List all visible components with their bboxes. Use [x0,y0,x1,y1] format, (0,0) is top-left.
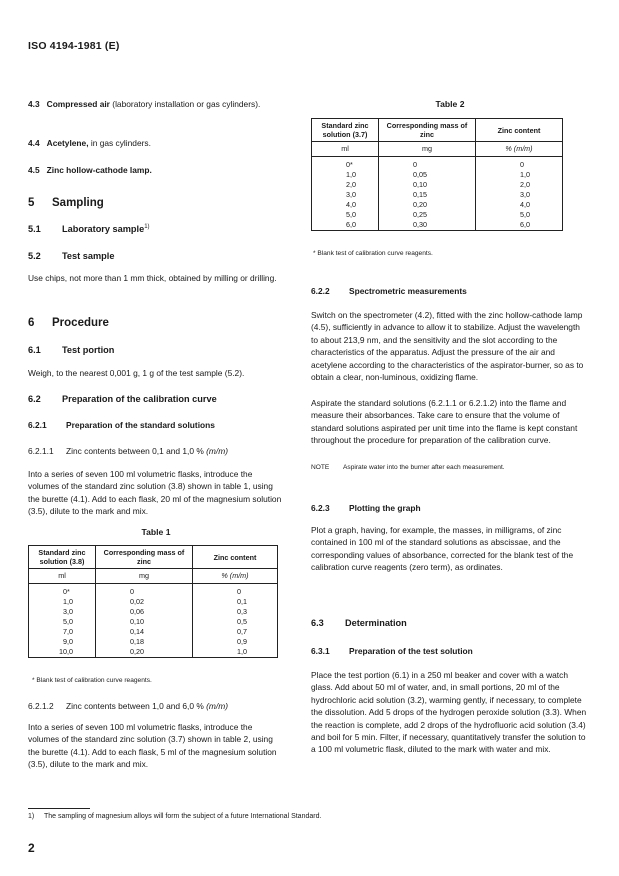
table-1-cell: 0,14 [96,627,193,637]
table-2-cell: 3,0 [312,190,379,200]
page-footnote [28,813,321,820]
table-2-header-zinc-content: Zinc content [476,119,563,142]
table-2-cell: 3,0 [476,190,563,200]
section-5-2-number: 5.2 [28,251,41,261]
section-6-2-number: 6.2 [28,394,41,404]
footnote-divider [28,808,90,809]
section-6-3-number: 6.3 [311,618,324,628]
section-6-2-2-heading [311,286,589,296]
section-6-2-1-2-text: Zinc contents between 1,0 and 6,0 % [66,701,204,711]
table-1-caption: Table 1 [141,527,171,537]
table-2-cell: 1,0 [476,170,563,180]
section-6-3-1-title: Preparation of the test solution [349,646,473,656]
table-1-unit-percent: % (m/m) [193,569,278,584]
table-2-caption: Table 2 [435,99,465,109]
table-2-cell: 0,25 [379,210,476,220]
table-1-cell: 0,3 [193,607,278,617]
table-1-header-mass: Corresponding mass of zinc [96,546,193,569]
section-4-5 [28,164,284,176]
section-6-2-3-title: Plotting the graph [349,503,421,513]
table-1-cell: 9,0 [29,637,96,647]
table-row [29,584,278,598]
section-6-2-1-1-paragraph: Into a series of seven 100 ml volumetric flasks, introduce the volumes of the standard zinc solution (3.8) shown in table 1, using the burette (4.1). Add to each flask, 20 ml of the magnesium solution (3.5), dilute to the mark and mix. [28,469,282,517]
section-6-2-heading [28,394,284,404]
table-1-cell: 0* [29,584,96,598]
section-6-2-1-heading [28,420,284,430]
table-row [312,210,563,220]
section-5-1-heading [28,224,284,234]
section-5-1-footnote-ref: 1) [144,224,150,230]
table-1-cell: 0,06 [96,607,193,617]
table-2 [311,118,563,231]
section-5-heading [28,197,284,209]
table-1-cell: 0,02 [96,597,193,607]
table-2-cell: 5,0 [476,210,563,220]
table-1-cell: 0,1 [193,597,278,607]
table-1-cell: 0,7 [193,627,278,637]
table-row [312,190,563,200]
table-2-unit-ml: ml [312,142,379,157]
section-6-2-3-number: 6.2.3 [311,503,330,513]
table-1-cell: 0,18 [96,637,193,647]
table-1-cell: 3,0 [29,607,96,617]
page-footnote-mark: 1) [28,813,35,820]
table-2-cell: 6,0 [476,220,563,231]
table-2-cell: 0 [476,157,563,171]
section-6-1-number: 6.1 [28,345,41,355]
table-1-unit-mg: mg [96,569,193,584]
section-6-1-heading [28,345,284,355]
table-1-cell: 0,10 [96,617,193,627]
table-2-cell: 0* [312,157,379,171]
table-row [29,607,278,617]
section-6-2-1-2-paragraph: Into a series of seven 100 ml volumetric flasks, introduce the volumes of the standard zinc solution (3.7) shown in table 2, using the burette (4.1). Add to each flask, 5 ml of the magnesium solution (3.5), dilute to the mark and mix. [28,722,277,770]
section-6-2-1-2-heading [28,700,284,712]
table-1-cell: 0,20 [96,647,193,658]
section-6-2-1-1-text: Zinc contents between 0,1 and 1,0 % [66,446,204,456]
section-4-3 [28,98,284,110]
note-text: Aspirate water into the burner after each measurement. [343,464,505,471]
table-2-header-mass: Corresponding mass of zinc [379,119,476,142]
table-1-cell: 0 [96,584,193,598]
section-6-2-2-paragraph-1: Switch on the spectrometer (4.2), fitted with the zinc hollow-cathode lamp (4.5), sufficiently in advance to allow it to stabilize. Adjust the wavelength to about 213,9 nm, and the sensitivity and the slot according to the characteristics of the apparatus. Adjust the pressure of the air and acetylene according to the characteristics of the aspirator-burner, so as to obtain a clear, non-luminous, oxidizing flame. [311,310,584,383]
table-2-cell: 0,05 [379,170,476,180]
section-6-heading [28,317,284,329]
table-2-header-standard-solution: Standard zinc solution (3.7) [312,119,379,142]
page-footnote-text: The sampling of magnesium alloys will form the subject of a future International Standard. [44,813,322,820]
table-2-unit-percent: % (m/m) [476,142,563,157]
section-5-2-paragraph: Use chips, not more than 1 mm thick, obtained by milling or drilling. [28,273,277,283]
section-6-2-1-1-heading [28,445,284,457]
section-6-2-1-2-unit: (m/m) [206,701,228,711]
table-2-cell: 0,10 [379,180,476,190]
section-6-2-1-title: Preparation of the standard solutions [66,420,215,430]
table-1-cell: 0,9 [193,637,278,647]
table-row [29,617,278,627]
table-row [312,220,563,231]
table-row [29,627,278,637]
table-1-cell: 1,0 [29,597,96,607]
table-1-unit-ml: ml [29,569,96,584]
table-2-cell: 0,30 [379,220,476,231]
section-4-5-number: 4.5 [28,165,40,175]
section-5-2-title: Test sample [62,251,115,261]
document-header: ISO 4194-1981 (E) [28,40,120,52]
section-6-2-3-heading [311,503,589,513]
section-6-1-paragraph: Weigh, to the nearest 0,001 g, 1 g of the test sample (5.2). [28,368,245,378]
table-1-cell: 0,5 [193,617,278,627]
section-4-3-text: (laboratory installation or gas cylinders). [112,99,261,109]
table-row [312,170,563,180]
section-6-2-2-title: Spectrometric measurements [349,286,467,296]
table-row [312,180,563,190]
section-6-3-1-heading [311,646,589,656]
section-5-1-number: 5.1 [28,224,41,235]
table-1-cell: 10,0 [29,647,96,658]
table-2-unit-mg: mg [379,142,476,157]
section-6-3-heading [311,618,589,628]
table-2-cell: 4,0 [312,200,379,210]
section-4-4 [28,137,284,149]
section-6-2-3-paragraph: Plot a graph, having, for example, the masses, in milligrams, of zinc contained in 100 ml of the standard solutions as abscissae, and the corresponding values of absorbance, corrected for the blank test of the calibration curve reagents (zero term), as ordinates. [311,525,574,573]
section-6-3-1-paragraph: Place the test portion (6.1) in a 250 ml beaker and cover with a watch glass. Add about 50 ml of water, and, in small portions, 20 ml of the hydrochloric acid solution (3.2), warming gently, if necessary, to complete the dissolution. Add 5 drops of the hydrogen peroxide solution (3.3). When the reaction is complete, add 2 drops of the hydrofluoric acid solution (3.4) and boil for 5 min. Filter, if necessary, quantitatively transfer the solution to a 100 ml volumetric flask, diluted to the mark with water and mix. [311,670,587,755]
note [311,464,589,471]
table-1-header-zinc-content: Zinc content [193,546,278,569]
table-2-footnote: * Blank test of calibration curve reagents. [313,250,433,257]
section-6-number: 6 [28,317,35,329]
table-1-footnote: * Blank test of calibration curve reagents. [32,677,152,684]
section-6-2-1-1-unit: (m/m) [206,446,228,456]
table-1-cell: 7,0 [29,627,96,637]
table-row [312,200,563,210]
section-4-3-number: 4.3 [28,99,40,109]
table-1-header-standard-solution: Standard zinc solution (3.8) [29,546,96,569]
section-6-2-2-paragraph-2: Aspirate the standard solutions (6.2.1.1 or 6.2.1.2) into the flame and measure their absorbances. Take care to ensure that the volume of standard solutions aspirated per unit time into the flame is kept constant throughout the procedure for preparation of the calibration curve. [311,398,578,446]
section-6-title: Procedure [52,317,109,329]
table-1-cell: 5,0 [29,617,96,627]
section-6-2-1-number: 6.2.1 [28,420,47,430]
table-2-cell: 4,0 [476,200,563,210]
table-2-cell: 2,0 [312,180,379,190]
table-1 [28,545,278,658]
note-label: NOTE [311,464,330,471]
table-2-cell: 0 [379,157,476,171]
table-2-cell: 2,0 [476,180,563,190]
table-2-cell: 6,0 [312,220,379,231]
table-2-cell: 1,0 [312,170,379,180]
section-6-2-1-2-number: 6.2.1.2 [28,701,54,711]
section-6-2-2-number: 6.2.2 [311,286,330,296]
section-4-4-title: Acetylene, [46,138,89,148]
section-5-2-heading [28,251,284,261]
section-6-2-1-1-number: 6.2.1.1 [28,446,54,456]
table-1-cell: 1,0 [193,647,278,658]
section-5-number: 5 [28,197,35,209]
table-2-cell: 0,20 [379,200,476,210]
section-5-1-title: Laboratory sample [62,224,145,235]
section-5-title: Sampling [52,197,104,209]
section-6-1-title: Test portion [62,345,115,355]
table-row [29,647,278,658]
table-1-cell: 0 [193,584,278,598]
section-4-4-text: in gas cylinders. [90,138,151,148]
section-6-3-title: Determination [345,618,407,628]
table-2-cell: 5,0 [312,210,379,220]
table-row [29,637,278,647]
section-6-2-title: Preparation of the calibration curve [62,394,217,404]
table-row [312,157,563,171]
section-4-4-number: 4.4 [28,138,40,148]
section-6-3-1-number: 6.3.1 [311,646,330,656]
page-number: 2 [28,841,35,855]
section-4-3-title: Compressed air [46,99,110,109]
section-4-5-title: Zinc hollow-cathode lamp. [46,165,152,175]
table-row [29,597,278,607]
table-2-cell: 0,15 [379,190,476,200]
